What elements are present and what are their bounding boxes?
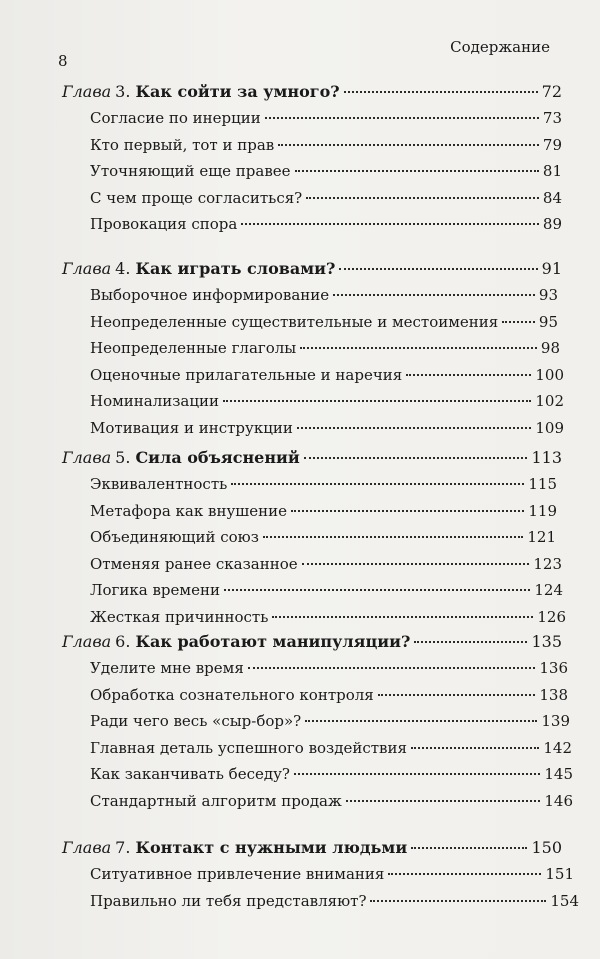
leader-dots xyxy=(231,483,524,485)
chapter-number: 7. xyxy=(115,838,131,857)
leader-dots xyxy=(370,900,546,902)
section-entry[interactable] xyxy=(90,215,562,233)
section-page-number: 73 xyxy=(542,109,562,127)
chapter-title: Как работают манипуляции? xyxy=(135,632,411,651)
section-page-number: 151 xyxy=(545,865,574,883)
section-title: Неопределенные существительные и местоимения xyxy=(90,312,499,331)
chapter-entry[interactable] xyxy=(62,632,562,651)
section-title: С чем проще согласиться? xyxy=(90,188,303,207)
chapter-page-number: 135 xyxy=(531,632,562,651)
section-entry[interactable] xyxy=(90,286,558,304)
section-title: Как заканчивать беседу? xyxy=(90,765,290,783)
section-page-number: 119 xyxy=(528,501,557,520)
section-entry[interactable] xyxy=(90,109,562,127)
section-page-number: 98 xyxy=(540,339,560,357)
section-page-number: 100 xyxy=(535,365,564,384)
chapter-heading xyxy=(62,632,410,651)
leader-dots xyxy=(265,117,539,119)
chapter-label: Глава xyxy=(62,82,112,101)
section-title: Оценочные прилагательные и наречия xyxy=(90,365,403,384)
running-head: Содержание xyxy=(450,38,550,56)
section-title: Обработка сознательного контроля xyxy=(90,685,374,704)
chapter-label: Глава xyxy=(62,632,112,651)
leader-dots xyxy=(339,268,537,270)
section-title: Номинализации xyxy=(90,392,220,410)
section-page-number: 123 xyxy=(533,554,562,573)
section-entry[interactable] xyxy=(90,392,564,410)
section-title: Уточняющий еще правее xyxy=(90,162,291,180)
chapter-label: Глава xyxy=(62,448,112,467)
leader-dots xyxy=(297,427,532,429)
section-page-number: 79 xyxy=(542,135,562,154)
section-entry[interactable] xyxy=(90,608,566,626)
chapter-number: 6. xyxy=(115,632,131,651)
section-page-number: 93 xyxy=(538,286,558,304)
section-page-number: 139 xyxy=(541,712,570,730)
section-page-number: 81 xyxy=(542,162,562,180)
leader-dots xyxy=(295,170,539,172)
section-page-number: 126 xyxy=(537,607,566,626)
chapter-heading xyxy=(62,82,340,101)
section-page-number: 89 xyxy=(542,215,562,233)
section-title: Согласие по инерции xyxy=(90,109,261,127)
section-entry[interactable] xyxy=(90,528,556,546)
section-title: Выборочное информирование xyxy=(90,286,330,304)
section-title: Главная деталь успешного воздействия xyxy=(90,738,407,757)
section-title: Логика времени xyxy=(90,581,220,599)
section-title: Неопределенные глаголы xyxy=(90,339,297,357)
section-entry[interactable] xyxy=(90,865,574,883)
section-entry[interactable] xyxy=(90,136,562,154)
chapter-page-number: 91 xyxy=(541,259,562,278)
chapter-number: 3. xyxy=(115,82,131,101)
section-title: Мотивация и инструкции xyxy=(90,418,293,437)
section-page-number: 95 xyxy=(538,312,558,331)
leader-dots xyxy=(388,873,541,875)
chapter-entry[interactable] xyxy=(62,838,562,857)
chapter-entry[interactable] xyxy=(62,82,562,101)
section-title: Кто первый, тот и прав xyxy=(90,135,275,154)
section-title: Отменяя ранее сказанное xyxy=(90,554,298,573)
leader-dots xyxy=(414,641,527,643)
leader-dots xyxy=(333,294,535,296)
chapter-heading xyxy=(62,448,300,467)
chapter-heading xyxy=(62,259,335,278)
leader-dots xyxy=(224,589,530,591)
section-entry[interactable] xyxy=(90,712,570,730)
section-title: Эквивалентность xyxy=(90,475,228,493)
leader-dots xyxy=(223,400,531,402)
leader-dots xyxy=(344,91,538,93)
section-title: Правильно ли тебя представляют? xyxy=(90,891,367,910)
section-page-number: 146 xyxy=(544,791,573,810)
section-page-number: 84 xyxy=(542,188,562,207)
section-entry[interactable] xyxy=(90,162,562,180)
leader-dots xyxy=(304,457,528,459)
chapter-title: Сила объяснений xyxy=(135,448,300,467)
section-page-number: 136 xyxy=(539,659,568,677)
section-title: Стандартный алгоритм продаж xyxy=(90,791,342,810)
leader-dots xyxy=(241,223,539,225)
leader-dots xyxy=(411,847,527,849)
chapter-page-number: 72 xyxy=(541,82,562,101)
section-title: Уделите мне время xyxy=(90,659,244,677)
leader-dots xyxy=(306,197,539,199)
section-entry[interactable] xyxy=(90,419,564,437)
leader-dots xyxy=(248,667,536,669)
section-page-number: 142 xyxy=(543,738,572,757)
section-page-number: 115 xyxy=(528,475,557,493)
section-page-number: 124 xyxy=(534,581,563,599)
section-entry[interactable] xyxy=(90,339,560,357)
chapter-label: Глава xyxy=(62,259,112,278)
chapter-number: 4. xyxy=(115,259,131,278)
leader-dots xyxy=(305,720,537,722)
section-title: Провокация спора xyxy=(90,215,238,233)
section-page-number: 154 xyxy=(550,891,579,910)
leader-dots xyxy=(294,773,540,775)
leader-dots xyxy=(291,510,524,512)
section-title: Жесткая причинность xyxy=(90,607,269,626)
section-entry[interactable] xyxy=(90,765,573,783)
section-page-number: 102 xyxy=(535,392,564,410)
section-entry[interactable] xyxy=(90,892,579,910)
chapter-page-number: 150 xyxy=(531,838,562,857)
leader-dots xyxy=(346,800,541,802)
chapter-title: Как играть словами? xyxy=(135,259,336,278)
chapter-entry[interactable] xyxy=(62,448,562,467)
chapter-heading xyxy=(62,838,407,857)
leader-dots xyxy=(502,321,535,323)
leader-dots xyxy=(272,616,533,618)
section-title: Метафора как внушение xyxy=(90,501,287,520)
section-entry[interactable] xyxy=(90,686,568,704)
section-entry[interactable] xyxy=(90,366,564,384)
chapter-page-number: 113 xyxy=(531,448,562,467)
section-entry[interactable] xyxy=(90,739,572,757)
chapter-label: Глава xyxy=(62,838,112,857)
section-entry[interactable] xyxy=(90,792,573,810)
section-entry[interactable] xyxy=(90,581,563,599)
leader-dots xyxy=(278,144,539,146)
chapter-title: Контакт с нужными людьми xyxy=(135,838,408,857)
section-page-number: 138 xyxy=(539,685,568,704)
leader-dots xyxy=(263,536,523,538)
chapter-number: 5. xyxy=(115,448,131,467)
section-page-number: 109 xyxy=(535,418,564,437)
section-title: Ситуативное привлечение внимания xyxy=(90,865,385,883)
leader-dots xyxy=(406,374,531,376)
leader-dots xyxy=(411,747,539,749)
chapter-entry[interactable] xyxy=(62,259,562,278)
leader-dots xyxy=(378,694,536,696)
section-entry[interactable] xyxy=(90,502,557,520)
section-entry[interactable] xyxy=(90,189,562,207)
section-page-number: 145 xyxy=(544,765,573,783)
section-title: Объединяющий союз xyxy=(90,528,259,546)
page-number: 8 xyxy=(58,52,68,70)
section-entry[interactable] xyxy=(90,313,558,331)
leader-dots xyxy=(300,347,537,349)
leader-dots xyxy=(302,563,530,565)
section-title: Ради чего весь «сыр-бор»? xyxy=(90,712,302,730)
section-page-number: 121 xyxy=(527,528,556,546)
section-entry[interactable] xyxy=(90,475,557,493)
chapter-title: Как сойти за умного? xyxy=(135,82,340,101)
section-entry[interactable] xyxy=(90,659,568,677)
section-entry[interactable] xyxy=(90,555,562,573)
